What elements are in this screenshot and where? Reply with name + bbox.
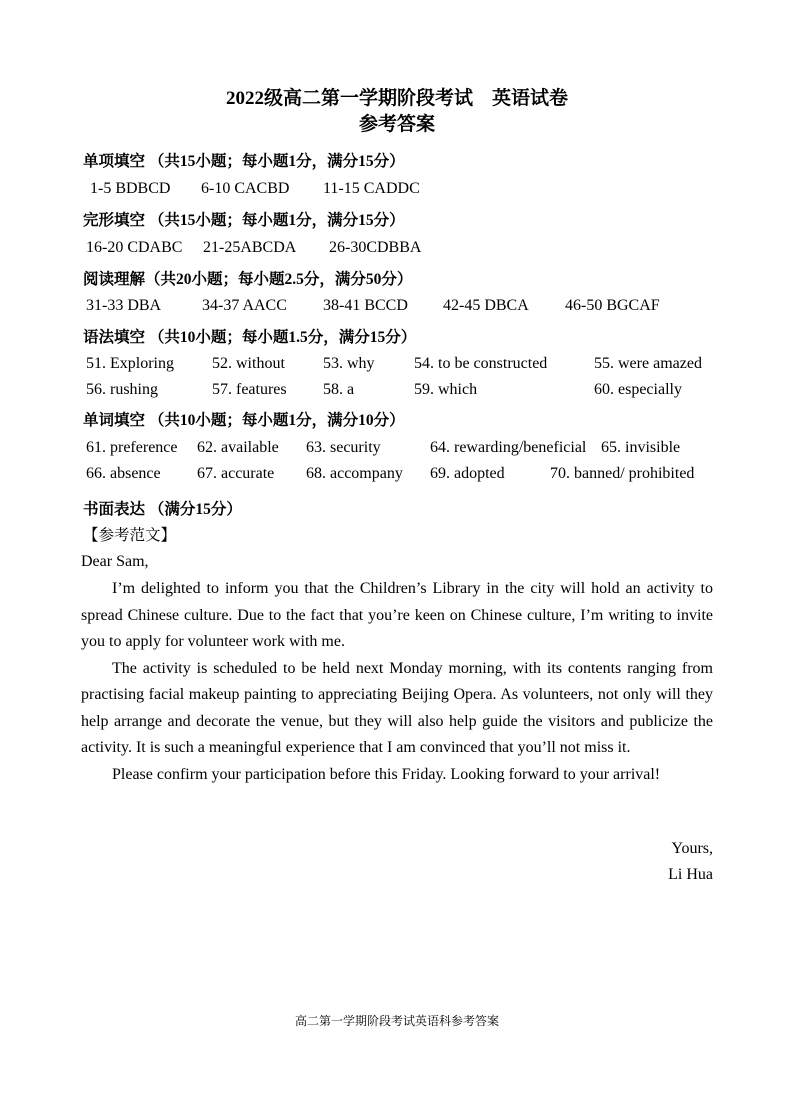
reading-answer: 46-50 BGCAF bbox=[565, 297, 660, 314]
cloze-heading: 完形填空 （共15小题；每小题1分，满分15分） bbox=[83, 212, 405, 229]
grammar-answer: 58. a bbox=[323, 381, 355, 398]
vocabulary-answer: 66. absence bbox=[86, 465, 161, 482]
cloze-answer: 21-25ABCDA bbox=[203, 239, 297, 256]
vocabulary-answer: 69. adopted bbox=[430, 465, 505, 482]
reading-answer: 34-37 AACC bbox=[202, 297, 287, 314]
vocabulary-answer: 62. available bbox=[197, 439, 279, 456]
essay-paragraph: Please confirm your participation before this Friday. Looking forward to your arrival! bbox=[112, 765, 661, 783]
single-choice-answer: 6-10 CACBD bbox=[201, 180, 290, 197]
reading-answer: 42-45 DBCA bbox=[443, 297, 529, 314]
grammar-answer: 55. were amazed bbox=[594, 355, 702, 372]
vocabulary-answer: 64. rewarding/beneficial bbox=[430, 439, 587, 456]
reading-answer: 31-33 DBA bbox=[86, 297, 162, 314]
grammar-answer: 57. features bbox=[212, 381, 287, 398]
vocabulary-answer: 61. preference bbox=[86, 439, 178, 456]
grammar-answer: 52. without bbox=[212, 355, 285, 372]
letter-closing: Yours, bbox=[671, 840, 713, 857]
single-choice-answer: 11-15 CADDC bbox=[323, 180, 420, 197]
reading-answer: 38-41 BCCD bbox=[323, 297, 408, 314]
essay-paragraph: The activity is scheduled to be held next Monday morning, with its contents ranging from practising facial makeup painting to appreciating Beijing Opera. As volunteers, not only will they help arrange and decorate the venue, but they will also help guide the visitors and publicize the activity. It is such a meaningful experience that I am convinced that you’ll not miss it. bbox=[81, 659, 713, 756]
letter-greeting: Dear Sam, bbox=[81, 553, 149, 570]
single-choice-heading: 单项填空 （共15小题；每小题1分，满分15分） bbox=[83, 153, 405, 170]
grammar-answer: 59. which bbox=[414, 381, 478, 398]
grammar-answer: 53. why bbox=[323, 355, 375, 372]
grammar-answer: 60. especially bbox=[594, 381, 682, 398]
cloze-answer: 16-20 CDABC bbox=[86, 239, 183, 256]
grammar-heading: 语法填空 （共10小题；每小题1.5分，满分15分） bbox=[83, 329, 417, 346]
grammar-answer: 56. rushing bbox=[86, 381, 158, 398]
vocabulary-answer: 67. accurate bbox=[197, 465, 275, 482]
vocabulary-heading: 单词填空 （共10小题；每小题1分，满分10分） bbox=[83, 412, 405, 429]
letter-signature: Li Hua bbox=[668, 866, 713, 883]
exam-title: 2022级高二第一学期阶段考试 英语试卷 bbox=[225, 88, 568, 109]
cloze-answer: 26-30CDBBA bbox=[329, 239, 422, 256]
vocabulary-answer: 68. accompany bbox=[306, 465, 403, 482]
sample-essay bbox=[81, 576, 713, 788]
writing-heading: 书面表达 （满分15分） bbox=[83, 501, 242, 518]
answer-key-subtitle: 参考答案 bbox=[358, 114, 435, 135]
vocabulary-answer: 63. security bbox=[306, 439, 381, 456]
grammar-answer: 54. to be constructed bbox=[414, 355, 548, 372]
vocabulary-answer: 70. banned/ prohibited bbox=[550, 465, 695, 482]
single-choice-answer: 1-5 BDBCD bbox=[90, 180, 171, 197]
reading-heading: 阅读理解（共20小题；每小题2.5分，满分50分） bbox=[83, 271, 413, 288]
vocabulary-answer: 65. invisible bbox=[601, 439, 681, 456]
sample-essay-label: 【参考范文】 bbox=[83, 527, 177, 544]
page-footer: 高二第一学期阶段考试英语科参考答案 bbox=[294, 1014, 499, 1028]
essay-paragraph: I’m delighted to inform you that the Children’s Library in the city will hold an activity to spread Chinese culture. Due to the fact that you’re keen on Chinese culture, I’m writing to invite you to apply for volunteer work with me. bbox=[81, 580, 713, 650]
grammar-answer: 51. Exploring bbox=[86, 355, 174, 372]
